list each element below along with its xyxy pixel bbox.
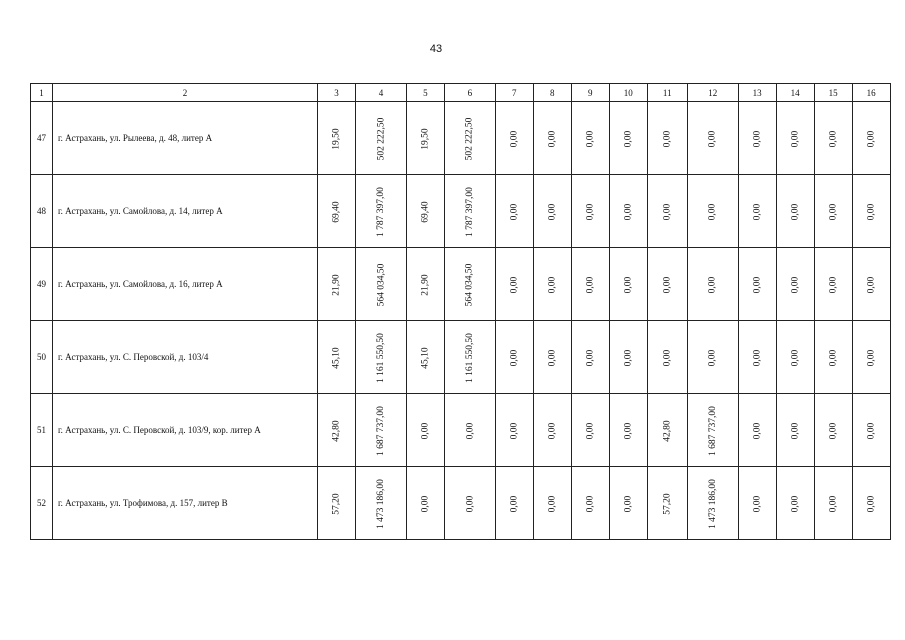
value-text: 0,00 <box>790 130 801 147</box>
value-text: 0,00 <box>585 130 596 147</box>
value-cell <box>406 321 444 394</box>
column-header: 3 <box>318 84 356 102</box>
value-text: 0,00 <box>828 276 839 293</box>
value-text: 21,90 <box>331 273 342 296</box>
value-text: 0,00 <box>828 349 839 366</box>
value-cell <box>852 467 890 540</box>
value-text: 0,00 <box>623 349 634 366</box>
value-cell <box>647 394 687 467</box>
value-cell <box>852 175 890 248</box>
value-cell <box>533 321 571 394</box>
value-cell <box>609 394 647 467</box>
value-cell <box>738 248 776 321</box>
value-text: 1 687 737,00 <box>707 405 718 456</box>
value-cell <box>495 394 533 467</box>
value-cell <box>356 467 407 540</box>
value-cell <box>814 175 852 248</box>
value-text: 0,00 <box>790 495 801 512</box>
value-cell <box>776 175 814 248</box>
value-cell <box>852 248 890 321</box>
value-cell <box>738 394 776 467</box>
value-text: 0,00 <box>509 422 520 439</box>
value-text: 0,00 <box>547 422 558 439</box>
value-text: 45,10 <box>420 346 431 369</box>
value-cell <box>356 102 407 175</box>
page-number: 43 <box>429 43 443 55</box>
value-text: 45,10 <box>331 346 342 369</box>
value-cell <box>609 467 647 540</box>
value-cell <box>318 394 356 467</box>
value-cell <box>609 321 647 394</box>
value-text: 57,20 <box>331 492 342 515</box>
column-header: 5 <box>406 84 444 102</box>
column-header: 10 <box>609 84 647 102</box>
value-text: 0,00 <box>866 422 877 439</box>
value-cell <box>533 102 571 175</box>
value-text: 0,00 <box>866 495 877 512</box>
value-text: 0,00 <box>585 495 596 512</box>
value-text: 564 034,50 <box>375 263 386 306</box>
value-cell <box>444 321 495 394</box>
table-row <box>31 248 891 321</box>
value-cell <box>814 467 852 540</box>
value-text: 0,00 <box>866 276 877 293</box>
value-cell <box>852 321 890 394</box>
data-table <box>30 83 891 540</box>
value-cell <box>776 467 814 540</box>
column-header: 12 <box>687 84 738 102</box>
value-cell <box>406 248 444 321</box>
value-text: 564 034,50 <box>464 263 475 306</box>
value-cell <box>738 467 776 540</box>
value-text: 0,00 <box>828 203 839 220</box>
value-cell <box>495 321 533 394</box>
value-text: 0,00 <box>707 276 718 293</box>
value-cell <box>738 102 776 175</box>
table-row <box>31 467 891 540</box>
value-cell <box>444 467 495 540</box>
column-header: 11 <box>647 84 687 102</box>
value-cell <box>687 394 738 467</box>
value-cell <box>852 394 890 467</box>
address-cell: г. Астрахань, ул. С. Перовской, д. 103/4 <box>53 321 318 394</box>
value-cell <box>814 321 852 394</box>
value-cell <box>609 248 647 321</box>
table-header-row <box>31 84 891 102</box>
value-cell <box>318 248 356 321</box>
value-text: 0,00 <box>585 276 596 293</box>
value-text: 0,00 <box>752 422 763 439</box>
value-cell <box>495 248 533 321</box>
value-text: 19,50 <box>331 127 342 150</box>
value-cell <box>495 175 533 248</box>
value-text: 0,00 <box>585 422 596 439</box>
value-text: 1 787 397,00 <box>464 186 475 237</box>
value-text: 0,00 <box>547 276 558 293</box>
address-cell: г. Астрахань, ул. Самойлова, д. 14, литер А <box>53 175 318 248</box>
value-cell <box>571 102 609 175</box>
value-text: 0,00 <box>623 495 634 512</box>
value-cell <box>687 321 738 394</box>
value-text: 69,40 <box>420 200 431 223</box>
value-cell <box>571 394 609 467</box>
value-cell <box>647 175 687 248</box>
row-number: 50 <box>31 321 53 394</box>
value-text: 0,00 <box>509 276 520 293</box>
column-header: 1 <box>31 84 53 102</box>
value-text: 0,00 <box>752 130 763 147</box>
value-text: 69,40 <box>331 200 342 223</box>
row-number: 52 <box>31 467 53 540</box>
value-text: 0,00 <box>623 130 634 147</box>
value-cell <box>687 175 738 248</box>
value-cell <box>356 175 407 248</box>
value-text: 0,00 <box>420 422 431 439</box>
value-text: 502 222,50 <box>375 117 386 160</box>
value-cell <box>571 321 609 394</box>
value-cell <box>318 321 356 394</box>
value-cell <box>318 102 356 175</box>
value-text: 1 161 550,50 <box>375 332 386 383</box>
table-row <box>31 175 891 248</box>
value-text: 19,50 <box>420 127 431 150</box>
value-cell <box>495 467 533 540</box>
value-cell <box>609 102 647 175</box>
value-text: 0,00 <box>707 349 718 366</box>
value-cell <box>647 248 687 321</box>
value-text: 0,00 <box>547 130 558 147</box>
value-cell <box>814 248 852 321</box>
column-header: 15 <box>814 84 852 102</box>
value-text: 0,00 <box>866 203 877 220</box>
value-text: 42,80 <box>331 419 342 442</box>
value-cell <box>687 467 738 540</box>
column-header: 7 <box>495 84 533 102</box>
value-text: 0,00 <box>828 495 839 512</box>
column-header: 6 <box>444 84 495 102</box>
column-header: 4 <box>356 84 407 102</box>
value-text: 0,00 <box>662 349 673 366</box>
column-header: 14 <box>776 84 814 102</box>
value-text: 0,00 <box>547 495 558 512</box>
value-text: 0,00 <box>790 203 801 220</box>
value-cell <box>776 102 814 175</box>
address-cell: г. Астрахань, ул. Рылеева, д. 48, литер А <box>53 102 318 175</box>
value-cell <box>852 102 890 175</box>
value-cell <box>406 467 444 540</box>
value-cell <box>495 102 533 175</box>
value-cell <box>647 321 687 394</box>
column-header: 8 <box>533 84 571 102</box>
value-text: 1 161 550,50 <box>464 332 475 383</box>
address-cell: г. Астрахань, ул. Самойлова, д. 16, литер А <box>53 248 318 321</box>
value-text: 0,00 <box>662 130 673 147</box>
value-text: 1 473 186,00 <box>375 478 386 529</box>
address-cell: г. Астрахань, ул. С. Перовской, д. 103/9, кор. литер А <box>53 394 318 467</box>
value-cell <box>687 248 738 321</box>
table-row <box>31 321 891 394</box>
value-text: 0,00 <box>790 422 801 439</box>
value-cell <box>647 102 687 175</box>
column-header: 2 <box>53 84 318 102</box>
value-text: 0,00 <box>752 203 763 220</box>
value-cell <box>406 175 444 248</box>
column-header: 13 <box>738 84 776 102</box>
value-text: 0,00 <box>547 349 558 366</box>
value-cell <box>318 175 356 248</box>
value-cell <box>738 321 776 394</box>
value-text: 0,00 <box>585 203 596 220</box>
value-cell <box>571 175 609 248</box>
value-text: 0,00 <box>866 130 877 147</box>
value-text: 0,00 <box>828 422 839 439</box>
value-cell <box>776 248 814 321</box>
value-text: 1 687 737,00 <box>375 405 386 456</box>
value-text: 0,00 <box>752 276 763 293</box>
value-text: 0,00 <box>547 203 558 220</box>
value-cell <box>814 102 852 175</box>
row-number: 47 <box>31 102 53 175</box>
value-text: 0,00 <box>707 130 718 147</box>
value-text: 0,00 <box>828 130 839 147</box>
value-cell <box>533 175 571 248</box>
value-text: 0,00 <box>752 495 763 512</box>
value-cell <box>571 467 609 540</box>
value-cell <box>406 394 444 467</box>
value-cell <box>444 248 495 321</box>
value-text: 0,00 <box>662 276 673 293</box>
value-text: 0,00 <box>509 495 520 512</box>
value-cell <box>571 248 609 321</box>
value-cell <box>533 467 571 540</box>
value-text: 0,00 <box>464 495 475 512</box>
value-text: 1 473 186,00 <box>707 478 718 529</box>
value-text: 0,00 <box>464 422 475 439</box>
value-cell <box>687 102 738 175</box>
value-cell <box>738 175 776 248</box>
value-cell <box>444 175 495 248</box>
value-cell <box>533 394 571 467</box>
column-header: 9 <box>571 84 609 102</box>
value-cell <box>406 102 444 175</box>
value-text: 502 222,50 <box>464 117 475 160</box>
value-text: 0,00 <box>509 349 520 366</box>
address-cell: г. Астрахань, ул. Трофимова, д. 157, литер В <box>53 467 318 540</box>
value-cell <box>444 102 495 175</box>
value-cell <box>533 248 571 321</box>
value-cell <box>609 175 647 248</box>
table-row <box>31 394 891 467</box>
value-cell <box>356 321 407 394</box>
table-row <box>31 102 891 175</box>
value-text: 21,90 <box>420 273 431 296</box>
row-number: 49 <box>31 248 53 321</box>
value-text: 0,00 <box>662 203 673 220</box>
value-cell <box>356 394 407 467</box>
value-cell <box>356 248 407 321</box>
value-text: 57,20 <box>662 492 673 515</box>
value-text: 0,00 <box>790 349 801 366</box>
value-text: 0,00 <box>509 130 520 147</box>
value-text: 1 787 397,00 <box>375 186 386 237</box>
value-cell <box>318 467 356 540</box>
value-text: 0,00 <box>509 203 520 220</box>
value-text: 0,00 <box>752 349 763 366</box>
value-cell <box>776 394 814 467</box>
column-header: 16 <box>852 84 890 102</box>
value-text: 0,00 <box>623 276 634 293</box>
value-text: 0,00 <box>623 203 634 220</box>
value-cell <box>444 394 495 467</box>
row-number: 48 <box>31 175 53 248</box>
value-text: 0,00 <box>585 349 596 366</box>
value-text: 0,00 <box>790 276 801 293</box>
value-cell <box>814 394 852 467</box>
value-cell <box>647 467 687 540</box>
row-number: 51 <box>31 394 53 467</box>
value-cell <box>776 321 814 394</box>
value-text: 0,00 <box>866 349 877 366</box>
value-text: 0,00 <box>623 422 634 439</box>
value-text: 0,00 <box>420 495 431 512</box>
value-text: 0,00 <box>707 203 718 220</box>
value-text: 42,80 <box>662 419 673 442</box>
